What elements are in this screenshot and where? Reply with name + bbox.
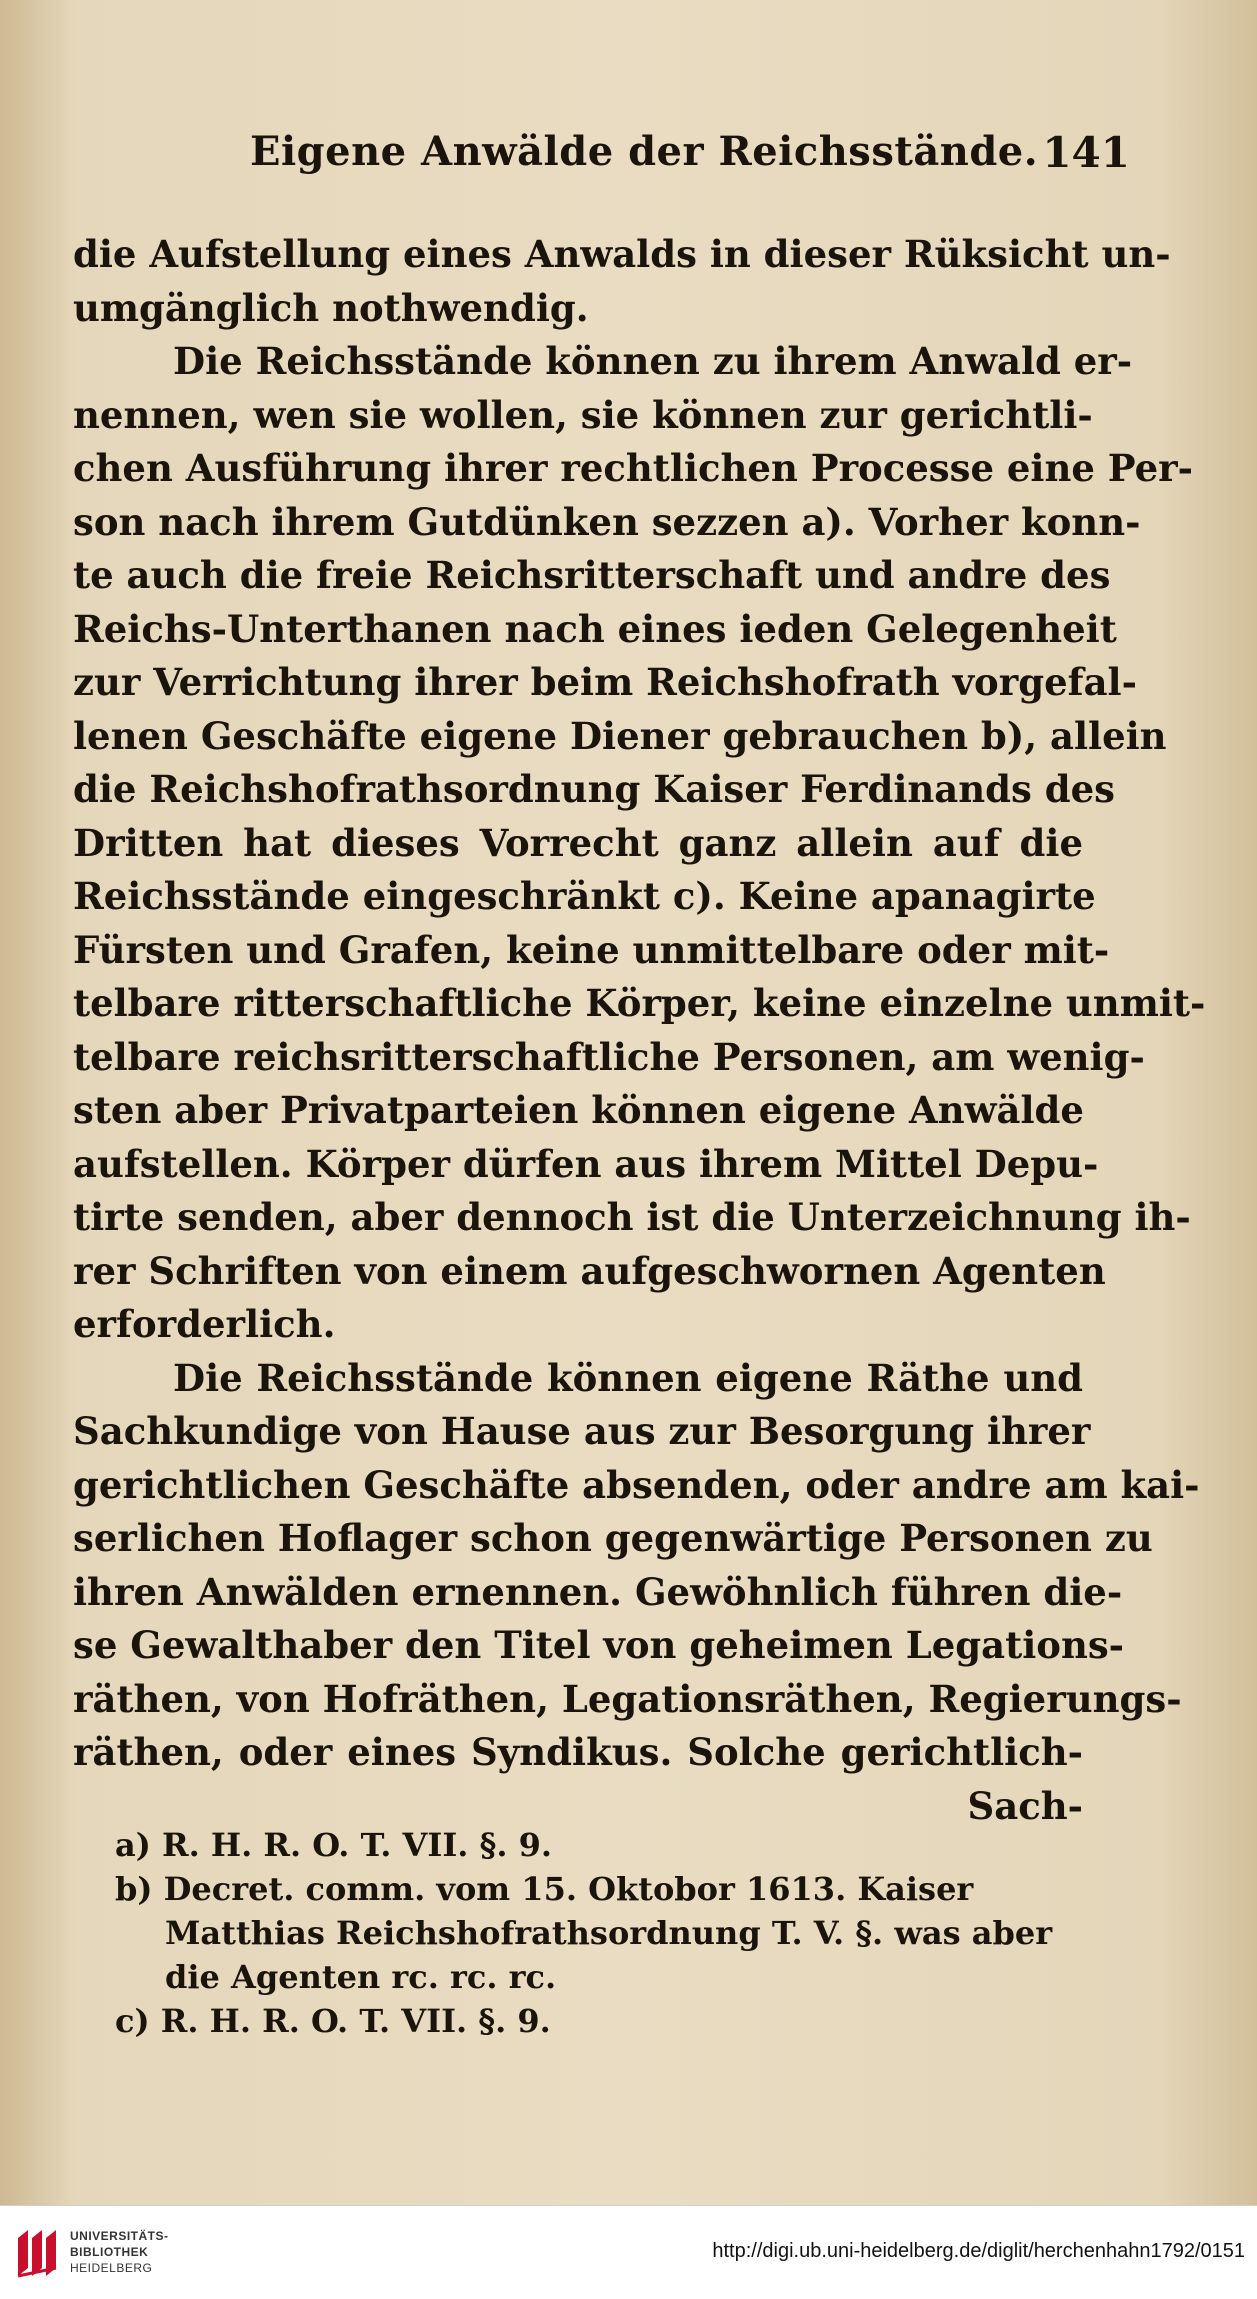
text-line: Sachkundige von Hause aus zur Besorgung ihrer bbox=[73, 1409, 1091, 1453]
text-line: räthen, von Hofräthen, Legationsräthen, Regierungs- bbox=[73, 1676, 1182, 1721]
library-line: HEIDELBERG bbox=[70, 2261, 153, 2275]
text-line: rer Schriften von einem aufgeschwornen Agenten bbox=[73, 1248, 1106, 1293]
text-line: die Aufstellung eines Anwalds in dieser Rüksicht un- bbox=[73, 232, 1171, 276]
text-line: chen Ausführung ihrer rechtlichen Processe eine Per- bbox=[73, 446, 1194, 490]
text-line: Reichsstände eingeschränkt c). Keine apanagirte bbox=[73, 874, 1096, 918]
footnotes bbox=[115, 1823, 1095, 2043]
text-line: Die Reichsstände können eigene Räthe und bbox=[173, 1355, 1083, 1400]
footnote-b-cont: Matthias Reichshofrathsordnung T. V. §. was aber bbox=[165, 1914, 1053, 1952]
text-line: te auch die freie Reichsritterschaft und andre des bbox=[73, 553, 1111, 597]
text-line: die Reichshofrathsordnung Kaiser Ferdinands des bbox=[73, 767, 1115, 811]
header-title: Eigene Anwälde der Reichsstände. bbox=[250, 128, 1039, 175]
ub-heidelberg-logo-icon[interactable] bbox=[12, 2224, 64, 2282]
permalink[interactable]: http://digi.ub.uni-heidelberg.de/diglit/herchenhahn1792/0151 bbox=[712, 2240, 1245, 2262]
text-line: lenen Geschäfte eigene Diener gebrauchen b), allein bbox=[73, 713, 1167, 758]
text-line: Dritten hat dieses Vorrecht ganz allein auf die bbox=[73, 820, 1083, 865]
library-line: BIBLIOTHEK bbox=[70, 2245, 149, 2259]
running-header bbox=[250, 128, 1130, 188]
text-line: nennen, wen sie wollen, sie können zur gerichtli- bbox=[73, 392, 1093, 437]
text-line: telbare reichsritterschaftliche Personen, am wenig- bbox=[73, 1034, 1145, 1079]
library-name bbox=[70, 2228, 169, 2276]
text-line: Fürsten und Grafen, keine unmittelbare oder mit- bbox=[73, 927, 1110, 972]
text-line: gerichtlichen Geschäfte absenden, oder andre am kai- bbox=[73, 1462, 1200, 1507]
text-line: zur Verrichtung ihrer beim Reichshofrath vorgefal- bbox=[73, 660, 1137, 704]
text-line: serlichen Hoflager schon gegenwärtige Personen zu bbox=[73, 1516, 1153, 1560]
footnote-a: a) R. H. R. O. T. VII. §. 9. bbox=[115, 1826, 552, 1864]
text-line: son nach ihrem Gutdünken sezzen a). Vorher konn- bbox=[73, 499, 1141, 544]
text-line: aufstellen. Körper dürfen aus ihrem Mittel Depu- bbox=[73, 1141, 1099, 1186]
text-line: Die Reichsstände können zu ihrem Anwald er- bbox=[173, 339, 1133, 383]
page-number: 141 bbox=[1042, 128, 1130, 177]
footnote-c: c) R. H. R. O. T. VII. §. 9. bbox=[115, 2002, 551, 2040]
text-line: umgänglich nothwendig. bbox=[73, 285, 589, 330]
footnote-b-cont: die Agenten rc. rc. rc. bbox=[165, 1958, 557, 1996]
text-line: Reichs-Unterthanen nach eines ieden Gelegenheit bbox=[73, 606, 1117, 651]
text-line: sten aber Privatparteien können eigene Anwälde bbox=[73, 1088, 1084, 1132]
text-line: se Gewalthaber den Titel von geheimen Legations- bbox=[73, 1623, 1125, 1667]
text-line: ihren Anwälden ernennen. Gewöhnlich führen die- bbox=[73, 1569, 1123, 1614]
library-line: UNIVERSITÄTS- bbox=[70, 2229, 169, 2243]
catchword: Sach- bbox=[967, 1783, 1083, 1828]
text-line: telbare ritterschaftliche Körper, keine einzelne unmit- bbox=[73, 981, 1206, 1025]
body-text bbox=[73, 228, 1206, 1833]
viewer-footer bbox=[0, 2205, 1257, 2299]
text-line: tirte senden, aber dennoch ist die Unterzeichnung ih- bbox=[73, 1195, 1191, 1239]
text-line: erforderlich. bbox=[73, 1302, 336, 1346]
text-line: räthen, oder eines Syndikus. Solche gerichtlich- bbox=[73, 1730, 1083, 1774]
footnote-b: b) Decret. comm. vom 15. Oktobor 1613. Kaiser bbox=[115, 1870, 974, 1908]
